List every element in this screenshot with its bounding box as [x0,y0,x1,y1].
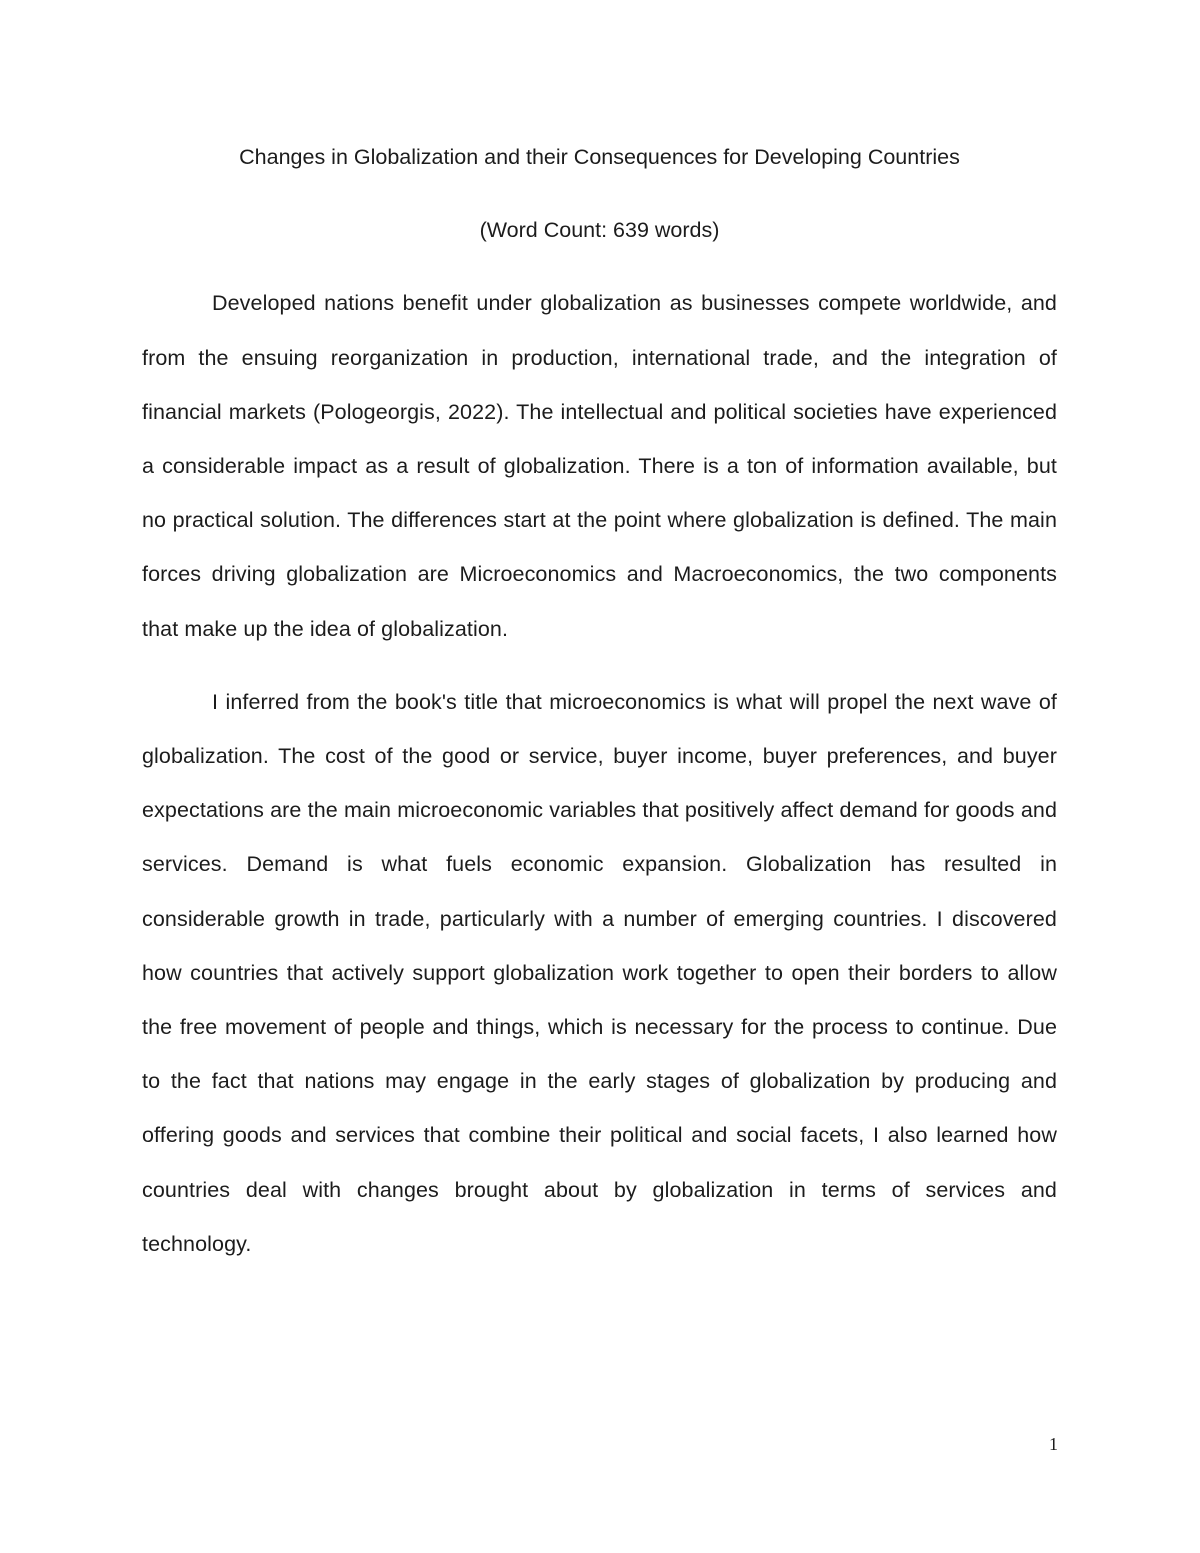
page-number: 1 [1049,1434,1058,1454]
paragraph-1: Developed nations benefit under globalization as businesses compete worldwide, and from the ensuing reorganization in production, international trade, and the integration of financial markets (Pologeorgis, 2022). The intellectual and political societies have experienced a considerable impact as a result of globalization. There is a ton of information available, but no practical solution. The differences start at the point where globalization is defined. The main forces driving globalization are Microeconomics and Macroeconomics, the two components that make up the idea of globalization. [142,291,1057,641]
paragraph-2: I inferred from the book's title that microeconomics is what will propel the next wave of globalization. The cost of the good or service, buyer income, buyer preferences, and buyer expectations are the main microeconomic variables that positively affect demand for goods and services. Demand is what fuels economic expansion. Globalization has resulted in considerable growth in trade, particularly with a number of emerging countries. I discovered how countries that actively support globalization work together to open their borders to allow the free movement of people and things, which is necessary for the process to continue. Due to the fact that nations may engage in the early stages of globalization by producing and offering goods and services that combine their political and social facets, I also learned how countries deal with changes brought about by globalization in terms of services and technology. [142,689,1057,1256]
document-title: Changes in Globalization and their Consequences for Developing Countries [239,145,960,169]
document-body [142,130,1057,1271]
word-count: (Word Count: 639 words) [479,218,720,243]
